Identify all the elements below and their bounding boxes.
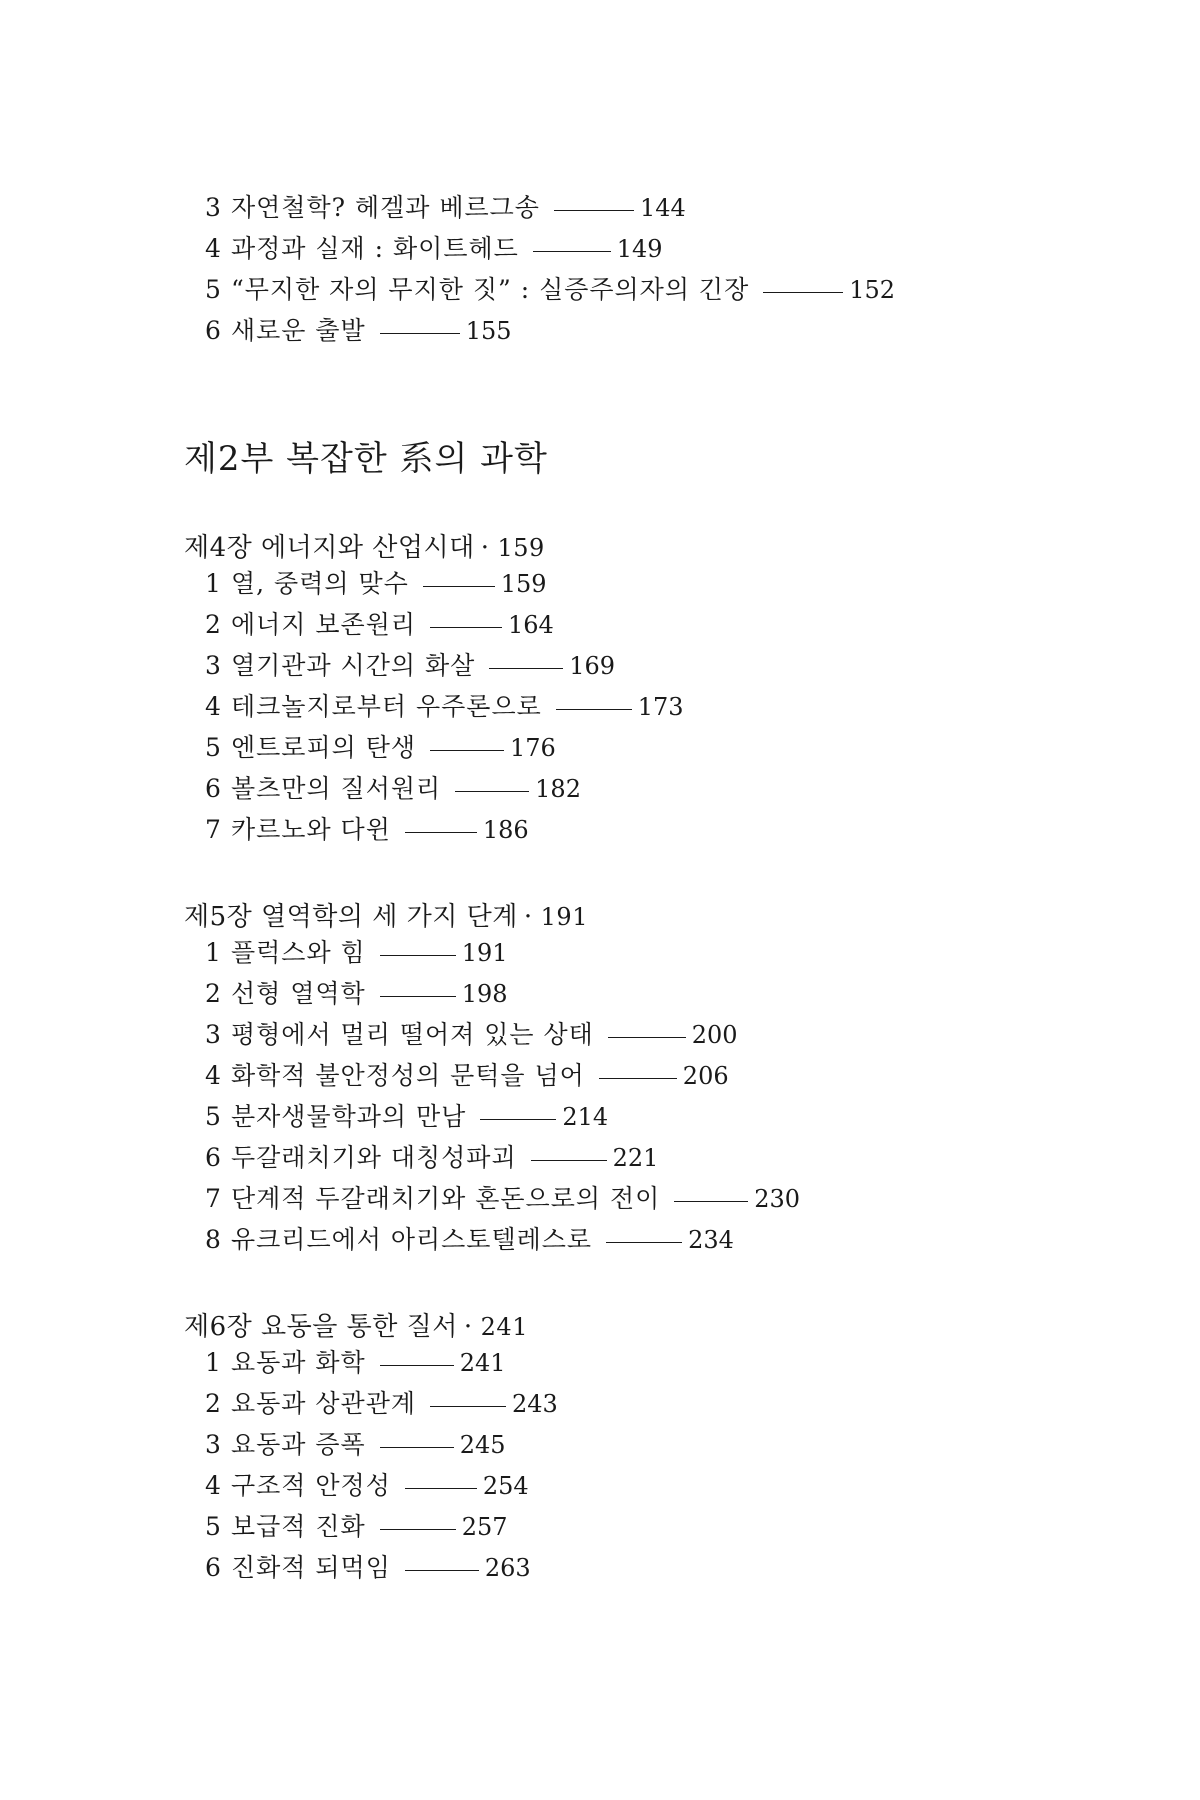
section-number: 5 bbox=[205, 275, 221, 304]
section-number: 3 bbox=[205, 651, 221, 680]
page-number: 173 bbox=[637, 693, 684, 721]
chapter-page: 159 bbox=[497, 534, 545, 562]
leader-line bbox=[480, 1119, 556, 1120]
chapter-heading bbox=[184, 896, 588, 933]
section-number: 4 bbox=[205, 1061, 221, 1090]
section-title: 단계적 두갈래치기와 혼돈으로의 전이 bbox=[231, 1184, 661, 1213]
section-title: 새로운 출발 bbox=[231, 316, 366, 345]
section-title: 볼츠만의 질서원리 bbox=[231, 774, 442, 803]
section-number: 4 bbox=[205, 1471, 221, 1500]
section-title: 선형 열역학 bbox=[231, 979, 366, 1008]
leader-line bbox=[674, 1201, 748, 1202]
leader-line bbox=[763, 292, 843, 293]
toc-entry bbox=[205, 568, 547, 600]
leader-line bbox=[405, 1570, 479, 1571]
leader-line bbox=[380, 333, 460, 334]
section-title: 구조적 안정성 bbox=[231, 1471, 391, 1500]
section-title: 평형에서 멀리 떨어져 있는 상태 bbox=[231, 1020, 594, 1049]
toc-entry bbox=[205, 937, 508, 969]
toc-entry bbox=[205, 609, 554, 641]
leader-line bbox=[430, 627, 502, 628]
toc-entry bbox=[205, 1347, 506, 1379]
page-number: 221 bbox=[612, 1144, 659, 1172]
leader-line bbox=[531, 1160, 607, 1161]
leader-line bbox=[380, 1447, 454, 1448]
toc-entry bbox=[205, 691, 684, 723]
leader-line bbox=[556, 709, 632, 710]
toc-entry bbox=[205, 1060, 729, 1092]
toc-entry bbox=[205, 315, 512, 347]
toc-entry bbox=[205, 732, 556, 764]
section-title: 카르노와 다윈 bbox=[231, 815, 391, 844]
page-number: 198 bbox=[461, 980, 508, 1008]
section-number: 2 bbox=[205, 979, 221, 1008]
section-title: 자연철학? 헤겔과 베르그송 bbox=[231, 193, 540, 222]
page-number: 200 bbox=[691, 1021, 738, 1049]
toc-entry bbox=[205, 978, 508, 1010]
toc-entry bbox=[205, 1388, 558, 1420]
section-number: 3 bbox=[205, 1020, 221, 1049]
section-number: 1 bbox=[205, 1348, 221, 1377]
part-heading: 제2부 복잡한 系의 과학 bbox=[184, 439, 548, 479]
page-number: 152 bbox=[849, 276, 896, 304]
page-number: 164 bbox=[508, 611, 554, 639]
toc-entry bbox=[205, 650, 615, 682]
leader-line bbox=[380, 1529, 456, 1530]
chapter-heading bbox=[184, 1306, 528, 1343]
leader-line bbox=[380, 955, 456, 956]
toc-entry bbox=[205, 233, 663, 265]
page-number: 263 bbox=[484, 1554, 531, 1582]
section-number: 3 bbox=[205, 193, 221, 222]
leader-line bbox=[606, 1242, 682, 1243]
section-number: 8 bbox=[205, 1225, 221, 1254]
section-number: 5 bbox=[205, 1512, 221, 1541]
toc-entry bbox=[205, 192, 686, 224]
page-number: 191 bbox=[461, 939, 508, 967]
chapter-title: 제5장 열역학의 세 가지 단계 bbox=[184, 902, 518, 932]
page-number: 149 bbox=[616, 235, 663, 263]
page-number: 144 bbox=[639, 194, 686, 222]
section-number: 6 bbox=[205, 1143, 221, 1172]
chapter-page: 241 bbox=[480, 1313, 528, 1341]
section-title: “무지한 자의 무지한 짓” : 실증주의자의 긴장 bbox=[231, 275, 750, 304]
leader-line bbox=[599, 1078, 677, 1079]
section-title: 열, 중력의 맞수 bbox=[231, 569, 409, 598]
leader-line bbox=[608, 1037, 686, 1038]
toc-entry bbox=[205, 1429, 506, 1461]
chapter-separator: · bbox=[463, 1312, 473, 1342]
toc-entry bbox=[205, 814, 529, 846]
page-number: 257 bbox=[461, 1513, 508, 1541]
leader-line bbox=[430, 750, 504, 751]
toc-entry bbox=[205, 1552, 531, 1584]
chapter-separator: · bbox=[523, 902, 533, 932]
page-number: 176 bbox=[510, 734, 556, 762]
section-title: 두갈래치기와 대칭성파괴 bbox=[231, 1143, 517, 1172]
section-title: 엔트로피의 탄생 bbox=[231, 733, 416, 762]
leader-line bbox=[554, 210, 634, 211]
page-number: 159 bbox=[500, 570, 547, 598]
toc-entry bbox=[205, 1101, 608, 1133]
section-number: 2 bbox=[205, 1389, 221, 1418]
leader-line bbox=[455, 791, 529, 792]
section-number: 5 bbox=[205, 733, 221, 762]
toc-entry bbox=[205, 1511, 508, 1543]
chapter-separator: · bbox=[480, 533, 490, 563]
section-number: 7 bbox=[205, 815, 221, 844]
section-title: 과정과 실재 : 화이트헤드 bbox=[231, 234, 519, 263]
toc-entry bbox=[205, 1470, 529, 1502]
page-number: 241 bbox=[459, 1349, 506, 1377]
section-title: 요동과 증폭 bbox=[231, 1430, 366, 1459]
chapter-heading bbox=[184, 527, 545, 564]
section-title: 열기관과 시간의 화살 bbox=[231, 651, 476, 680]
section-number: 4 bbox=[205, 234, 221, 263]
leader-line bbox=[405, 1488, 477, 1489]
page-number: 214 bbox=[562, 1103, 609, 1131]
page-number: 254 bbox=[482, 1472, 529, 1500]
leader-line bbox=[405, 832, 477, 833]
page-number: 243 bbox=[512, 1390, 558, 1418]
section-number: 6 bbox=[205, 316, 221, 345]
section-title: 테크놀지로부터 우주론으로 bbox=[231, 692, 542, 721]
section-title: 요동과 화학 bbox=[231, 1348, 366, 1377]
chapter-page: 191 bbox=[540, 903, 588, 931]
section-title: 플럭스와 힘 bbox=[231, 938, 366, 967]
section-number: 4 bbox=[205, 692, 221, 721]
toc-entry bbox=[205, 773, 581, 805]
leader-line bbox=[533, 251, 611, 252]
section-title: 화학적 불안정성의 문턱을 넘어 bbox=[231, 1061, 585, 1090]
section-number: 7 bbox=[205, 1184, 221, 1213]
page-number: 206 bbox=[682, 1062, 729, 1090]
toc-entry bbox=[205, 1142, 658, 1174]
chapter-title: 제6장 요동을 통한 질서 bbox=[184, 1312, 458, 1342]
page-number: 230 bbox=[754, 1185, 801, 1213]
section-number: 1 bbox=[205, 569, 221, 598]
section-number: 5 bbox=[205, 1102, 221, 1131]
section-number: 2 bbox=[205, 610, 221, 639]
section-title: 보급적 진화 bbox=[231, 1512, 366, 1541]
section-number: 6 bbox=[205, 1553, 221, 1582]
section-title: 유크리드에서 아리스토텔레스로 bbox=[231, 1225, 593, 1254]
page-number: 182 bbox=[535, 775, 581, 803]
leader-line bbox=[430, 1406, 506, 1407]
page-number: 186 bbox=[482, 816, 529, 844]
leader-line bbox=[423, 586, 495, 587]
leader-line bbox=[489, 668, 563, 669]
page-number: 155 bbox=[465, 317, 512, 345]
toc-entry bbox=[205, 274, 895, 306]
leader-line bbox=[380, 1365, 454, 1366]
toc-entry bbox=[205, 1224, 734, 1256]
toc-entry bbox=[205, 1019, 738, 1051]
section-title: 에너지 보존원리 bbox=[231, 610, 416, 639]
page-number: 245 bbox=[459, 1431, 506, 1459]
page-number: 169 bbox=[569, 652, 616, 680]
section-number: 3 bbox=[205, 1430, 221, 1459]
section-title: 분자생물학과의 만남 bbox=[231, 1102, 467, 1131]
toc-entry bbox=[205, 1183, 800, 1215]
section-title: 진화적 되먹임 bbox=[231, 1553, 391, 1582]
section-number: 1 bbox=[205, 938, 221, 967]
chapter-title: 제4장 에너지와 산업시대 bbox=[184, 533, 475, 563]
page-number: 234 bbox=[688, 1226, 734, 1254]
section-number: 6 bbox=[205, 774, 221, 803]
leader-line bbox=[380, 996, 456, 997]
section-title: 요동과 상관관계 bbox=[231, 1389, 416, 1418]
